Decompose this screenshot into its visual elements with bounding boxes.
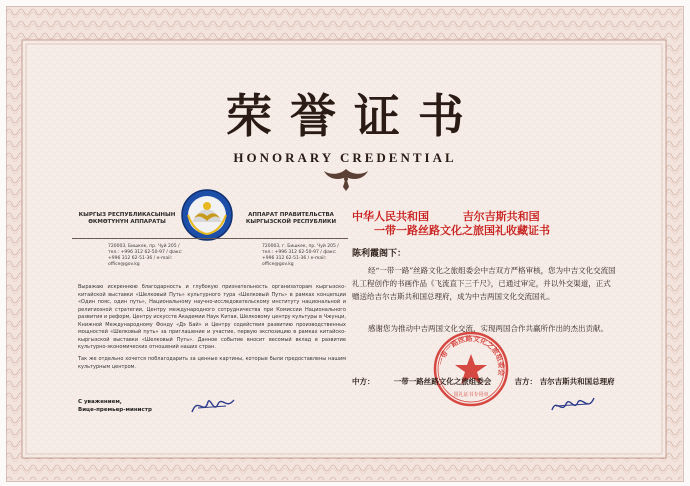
russian-letter-paragraph-2: Так же отдельно хочется поблагодарить за ценные картины, которые были предоставлены нашим культурным центром. <box>78 356 346 370</box>
ornament-flourish <box>316 165 376 193</box>
address-left: 720003, Бишкек, пр. Чуй 205 / тел.: +996 312 62-50-97 / факс: +996 312 62-51-36 / e-mail: office@gov.kg <box>108 244 183 267</box>
signature-left <box>188 392 238 418</box>
chinese-paragraph-1: 经“一带一路”丝路文化之旅组委会中吉双方严格审核，您为中吉文化交流国礼工程创作的书画作品《飞流直下三千尺》，已通过审定，并以外交渠道，正式赠送给吉尔吉斯共和国总理府，成为中吉两国文化交流国礼。 <box>352 266 616 301</box>
svg-text:国礼证书专用章: 国礼证书专用章 <box>453 392 489 398</box>
footer-china-org: 一带一路丝路文化之旅组委会 <box>393 377 492 386</box>
russian-signature-block <box>78 398 198 414</box>
respect-line: С уважением, <box>78 399 122 405</box>
org-name-russian: АППАРАТ ПРАВИТЕЛЬСТВА КЫРГЫЗСКОЙ РЕСПУБЛИКИ <box>245 212 337 225</box>
heading-country-kyrgyz: 吉尔吉斯共和国 <box>462 210 540 223</box>
position-line: Вице-премьер-министр <box>78 407 152 413</box>
recipient-salutation: 陈利霞阁下： <box>352 249 407 259</box>
svg-text:一带一路丝路文化之旅组委会: 一带一路丝路文化之旅组委会 <box>436 333 507 377</box>
title-english: HONORARY CREDENTIAL <box>233 150 457 165</box>
kyrgyz-emblem-icon <box>180 188 234 242</box>
footer-kyrgyz-org: 吉尔吉斯共和国总理府 <box>539 377 615 386</box>
chinese-heading-subtitle: 一带一路丝路文化之旅国礼收藏证书 <box>374 224 550 237</box>
divider-line <box>72 238 348 239</box>
chinese-paragraph-2: 感谢您为推动中吉两国文化交流，实现两国合作共赢所作出的杰出贡献。 <box>368 324 608 333</box>
signature-right <box>548 392 598 418</box>
russian-letter-paragraph-1: Выражаю искреннюю благодарность и глубокую признательность организаторам кыргызско-китайской выставки «Шелковый Путь» культурного тура «Шелковый Путь» в рамках концепции «Один пояс, один путь», Национальному научно-исследовательскому институту национальной и религиозной стратегии, Центру международного сотрудничества при Комиссии Национального развития и реформ, Центру искусств Академии Наук Китая, Шелковому центру культуры в Чжунци, Книжной Международному Фонду «Дэ Бай» и Центру содействия развитию производственных мощностей «Шелковый путь» за приглашение и участие, первую экспозицию в рамках китайско-кыргызской выставки «Шелковый Путь». Данное событие вносит весомый вклад в развитие культурно-экономических отношений наших стран. <box>78 284 346 350</box>
title-chinese: 荣誉证书 <box>226 89 482 143</box>
footer-china-label: 中方： <box>352 377 375 386</box>
official-seal-stamp <box>432 330 510 408</box>
org-name-kyrgyz: КЫРГЫЗ РЕСПУБЛИКАСЫНЫН ӨКМӨТҮНҮН АППАРАТЫ <box>78 212 176 225</box>
footer-kyrgyz-label: 吉方： <box>514 377 537 386</box>
heading-country-china: 中华人民共和国 <box>352 210 429 223</box>
chinese-footer-signatories <box>352 376 652 387</box>
address-right: 720003, г. Бишкек, пр. Чуй 205 / тел.: +996 312 62-50-97 / факс: +996 312 62-51-36 / e-mail: office@gov.kg <box>262 244 339 267</box>
